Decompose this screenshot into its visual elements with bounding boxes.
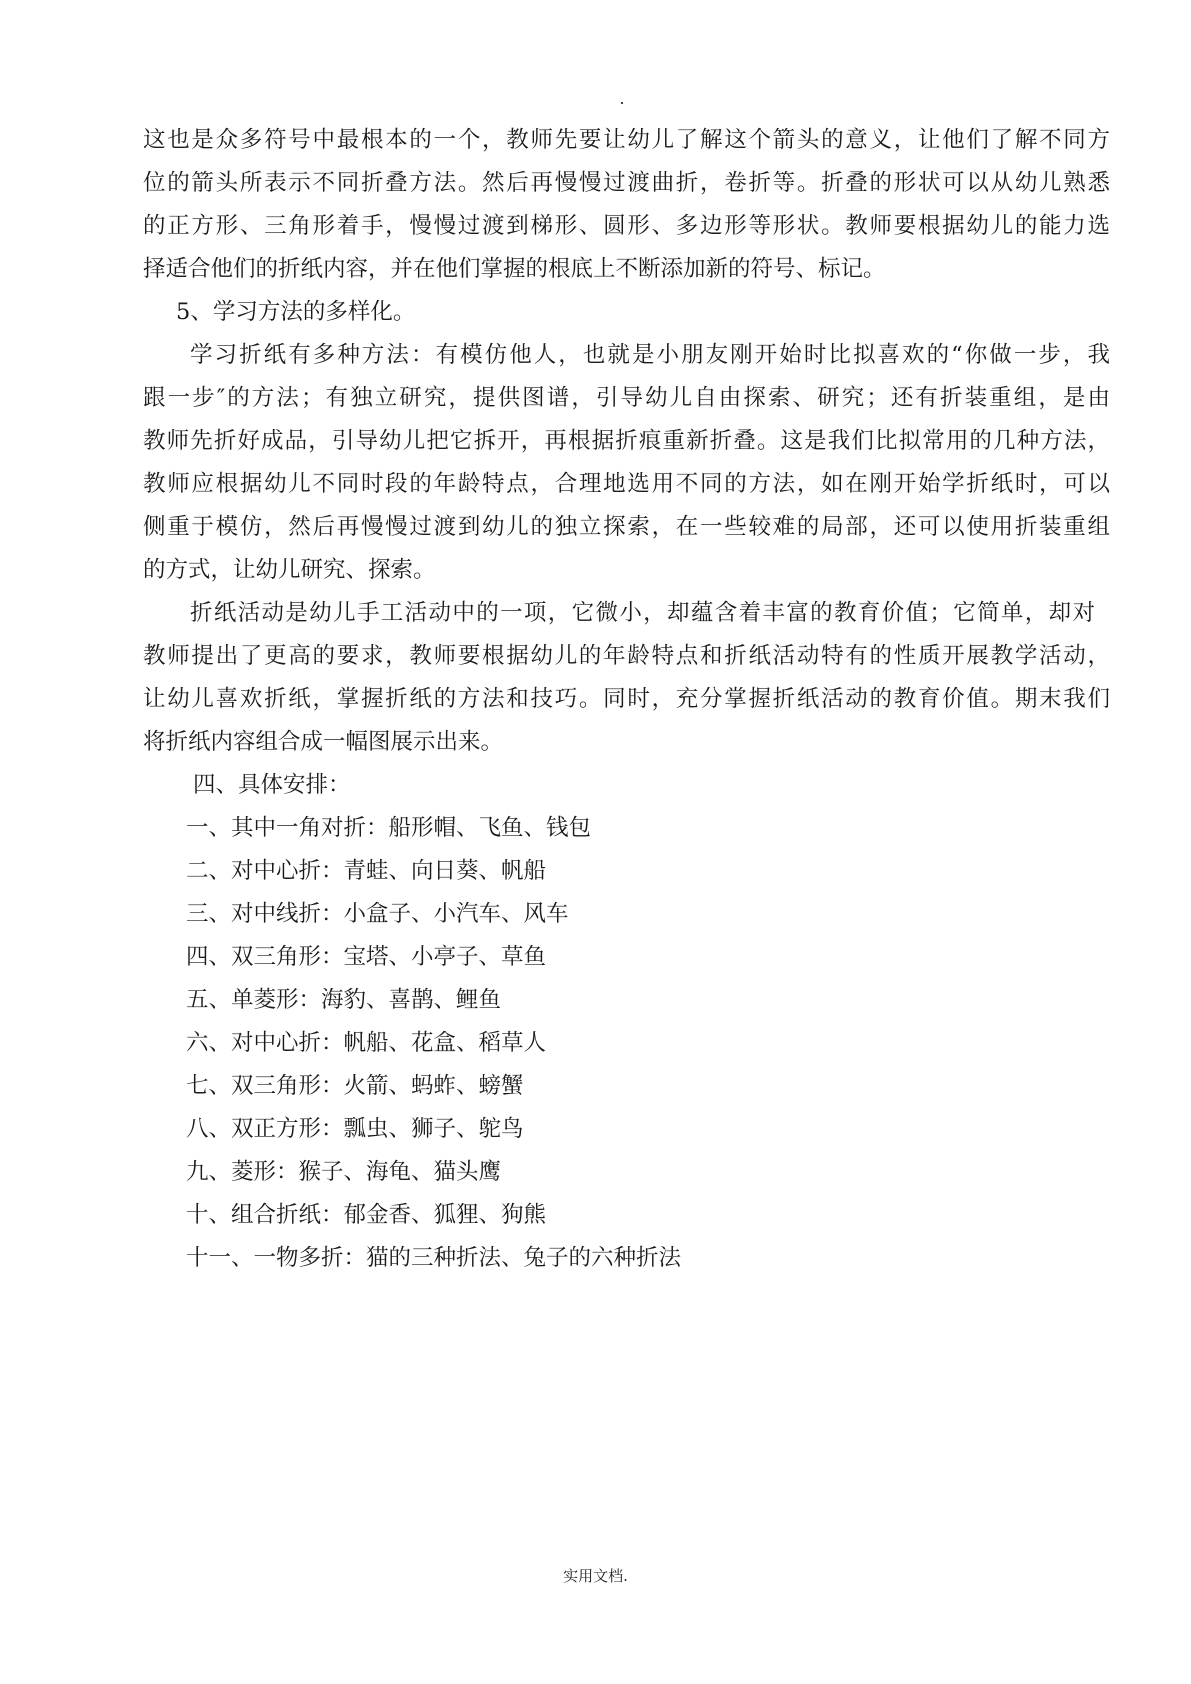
header-mark	[621, 102, 623, 104]
schedule-item: 二、对中心折：青蛙、向日葵、帆船	[186, 858, 547, 884]
schedule-item: 六、对中心折：帆船、花盒、稻草人	[186, 1030, 547, 1056]
schedule-item: 五、单菱形：海豹、喜鹊、鲤鱼	[186, 987, 502, 1013]
schedule-item: 一、其中一角对折：船形帽、飞鱼、钱包	[186, 815, 592, 841]
paragraph-1-line: 这也是众多符号中最根本的一个，教师先要让幼儿了解这个箭头的意义，让他们了解不同方	[143, 127, 1110, 153]
section-5-heading: 5、学习方法的多样化。	[176, 299, 416, 325]
paragraph-3-line: 折纸活动是幼儿手工活动中的一项，它微小，却蕴含着丰富的教育价值；它简单，却对	[190, 600, 1095, 626]
schedule-item: 八、双正方形：瓢虫、狮子、鸵鸟	[186, 1116, 524, 1142]
schedule-item: 九、菱形：猴子、海龟、猫头鹰	[186, 1159, 502, 1185]
paragraph-1-line: 的正方形、三角形着手，慢慢过渡到梯形、圆形、多边形等形状。教师要根据幼儿的能力选	[143, 213, 1110, 239]
paragraph-2-line: 的方式，让幼儿研究、探索。	[143, 557, 436, 583]
section-4-heading: 四、具体安排：	[193, 772, 351, 798]
schedule-item: 十、组合折纸：郁金香、狐狸、狗熊	[186, 1202, 547, 1228]
paragraph-3-line: 将折纸内容组合成一幅图展示出来。	[143, 729, 504, 755]
paragraph-1-line: 择适合他们的折纸内容，并在他们掌握的根底上不断添加新的符号、标记。	[143, 256, 886, 282]
schedule-item: 七、双三角形：火箭、蚂蚱、螃蟹	[186, 1073, 524, 1099]
schedule-item: 四、双三角形：宝塔、小亭子、草鱼	[186, 944, 547, 970]
schedule-item: 三、对中线折：小盒子、小汽车、风车	[186, 901, 569, 927]
paragraph-2-line: 学习折纸有多种方法：有模仿他人，也就是小朋友刚开始时比拟喜欢的“你做一步，我	[190, 342, 1110, 368]
schedule-item: 十一、一物多折：猫的三种折法、兔子的六种折法	[186, 1245, 682, 1271]
paragraph-2-line: 教师先折好成品，引导幼儿把它拆开，再根据折痕重新折叠。这是我们比拟常用的几种方法，	[143, 428, 1110, 454]
paragraph-3-line: 让幼儿喜欢折纸，掌握折纸的方法和技巧。同时，充分掌握折纸活动的教育价值。期末我们	[143, 686, 1110, 712]
paragraph-3-line: 教师提出了更高的要求，教师要根据幼儿的年龄特点和折纸活动特有的性质开展教学活动，	[143, 643, 1110, 669]
paragraph-2-line: 跟一步″的方法；有独立研究，提供图谱，引导幼儿自由探索、研究；还有折装重组，是由	[143, 385, 1110, 411]
paragraph-2-line: 教师应根据幼儿不同时段的年龄特点，合理地选用不同的方法，如在刚开始学折纸时，可以	[143, 471, 1110, 497]
paragraph-1-line: 位的箭头所表示不同折叠方法。然后再慢慢过渡曲折，卷折等。折叠的形状可以从幼儿熟悉	[143, 170, 1110, 196]
page-footer: 实用文档.	[563, 1567, 628, 1585]
paragraph-2-line: 侧重于模仿，然后再慢慢过渡到幼儿的独立探索，在一些较难的局部，还可以使用折装重组	[143, 514, 1110, 540]
